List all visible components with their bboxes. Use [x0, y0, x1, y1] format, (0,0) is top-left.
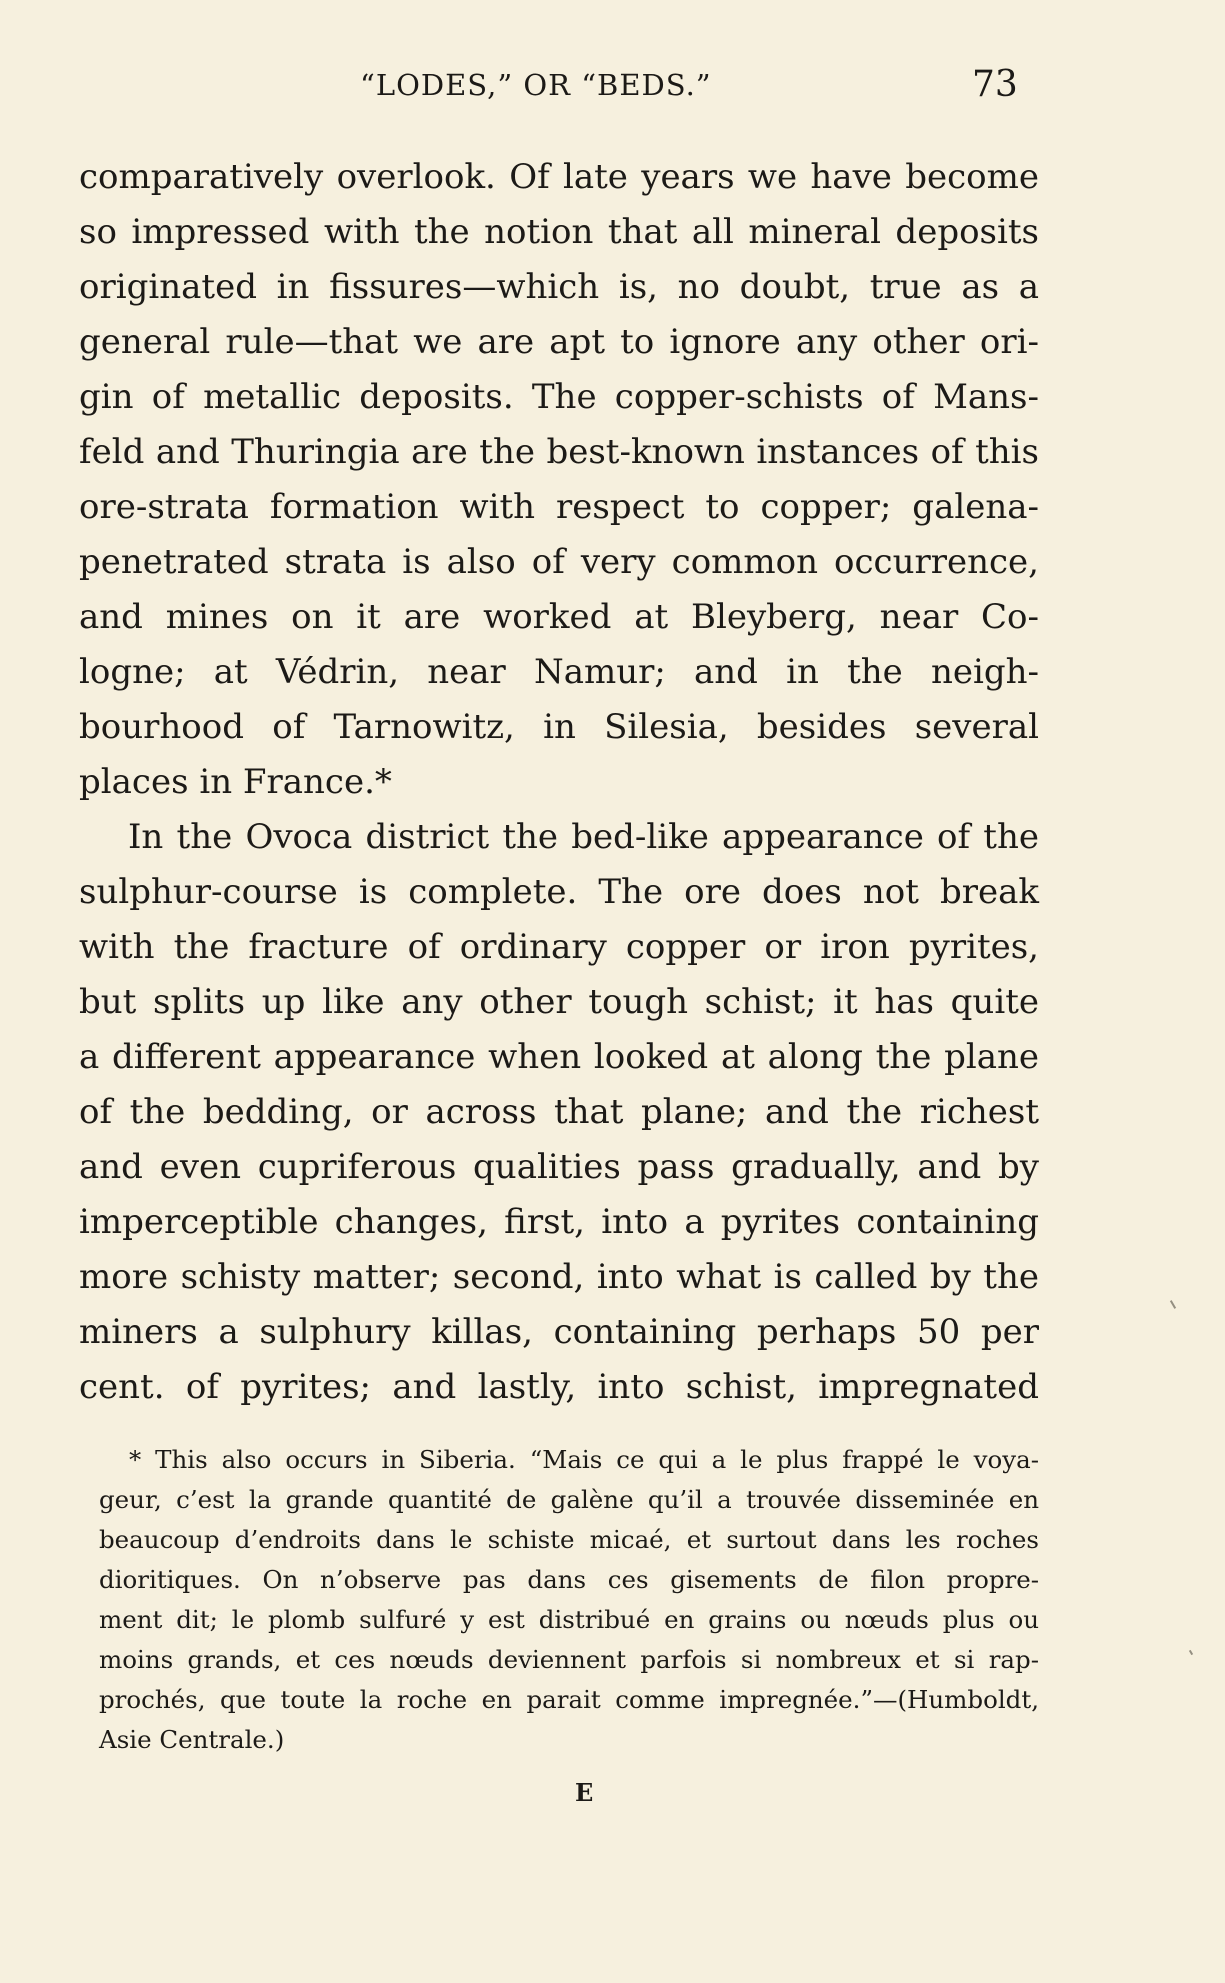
signature-mark: E — [575, 1778, 594, 1807]
footnote-line: * This also occurs in Siberia. “Mais ce qui a le plus frappé le voya- — [129, 1445, 1039, 1474]
text-line: gin of metallic deposits. The copper-schists of Mans- — [79, 377, 1039, 417]
paper-speck — [1189, 1650, 1193, 1655]
text-line: general rule—that we are apt to ignore any other ori- — [79, 322, 1039, 362]
text-line: more schisty matter; second, into what is called by the — [79, 1257, 1039, 1297]
text-line: a different appearance when looked at along the plane — [79, 1037, 1039, 1077]
paragraph-start-line: In the Ovoca district the bed-like appearance of the — [128, 817, 1039, 857]
text-line: imperceptible changes, first, into a pyrites containing — [79, 1202, 1039, 1242]
text-line: but splits up like any other tough schist; it has quite — [79, 982, 1039, 1022]
text-line: miners a sulphury killas, containing perhaps 50 per — [79, 1312, 1039, 1352]
running-head — [0, 64, 1225, 112]
text-line: with the fracture of ordinary copper or iron pyrites, — [79, 927, 1039, 967]
footnote-line: dioritiques. On n’observe pas dans ces gisements de filon propre- — [99, 1565, 1039, 1594]
text-line: bourhood of Tarnowitz, in Silesia, besides several — [79, 707, 1039, 747]
text-line: and even cupriferous qualities pass gradually, and by — [79, 1147, 1039, 1187]
footnote-line: ment dit; le plomb sulfuré y est distribué en grains ou nœuds plus ou — [99, 1605, 1039, 1634]
text-line: logne; at Védrin, near Namur; and in the neigh- — [79, 652, 1039, 692]
paper-speck — [1170, 1300, 1176, 1309]
text-line: feld and Thuringia are the best-known instances of this — [79, 432, 1039, 472]
text-line: penetrated strata is also of very common occurrence, — [79, 542, 1039, 582]
footnote-line: geur, c’est la grande quantité de galène qu’il a trouvée disseminée en — [99, 1485, 1039, 1514]
text-line: sulphur-course is complete. The ore does not break — [79, 872, 1039, 912]
footnote-line: Asie Centrale.) — [99, 1725, 285, 1754]
text-line: comparatively overlook. Of late years we have become — [79, 157, 1039, 197]
body-text — [79, 150, 1039, 1415]
text-line: originated in fissures—which is, no doubt, true as a — [79, 267, 1039, 307]
running-title: “LODES,” OR “BEDS.” — [360, 68, 712, 102]
text-line: and mines on it are worked at Bleyberg, near Co- — [79, 597, 1039, 637]
text-line: places in France.* — [79, 762, 392, 802]
text-line: of the bedding, or across that plane; and the richest — [79, 1092, 1039, 1132]
text-line: ore-strata formation with respect to copper; galena- — [79, 487, 1039, 527]
text-line: cent. of pyrites; and lastly, into schist, impregnated — [79, 1367, 1039, 1407]
page-number: 73 — [972, 64, 1018, 105]
footnote-line: moins grands, et ces nœuds deviennent parfois si nombreux et si rap- — [99, 1645, 1039, 1674]
footnote-line: prochés, que toute la roche en parait comme impregnée.”—(Humboldt, — [99, 1685, 1039, 1714]
footnote-line: beaucoup d’endroits dans le schiste micaé, et surtout dans les roches — [99, 1525, 1039, 1554]
footnote — [99, 1440, 1039, 1760]
text-line: so impressed with the notion that all mineral deposits — [79, 212, 1039, 252]
